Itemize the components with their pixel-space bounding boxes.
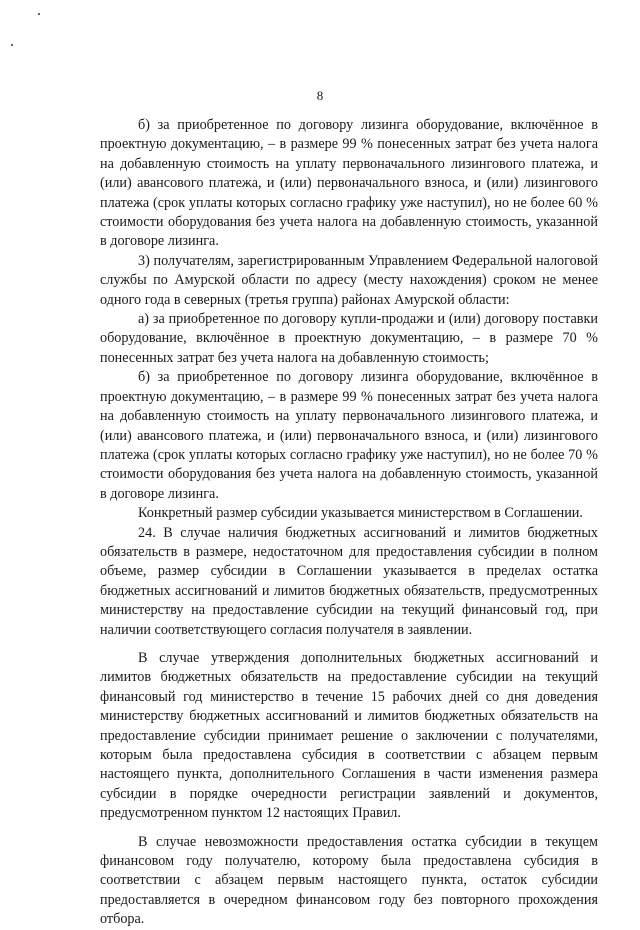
- paragraph-additional-allocations: В случае утверждения дополнительных бюджетных ассигнований и лимитов бюджетных обязательств на предоставление субсидии на текущий финансовый год министерство в течение 15 рабочих дней со дня доведения министерству бюджетных ассигнований и лимитов бюджетных обязательств на предоставление субсидии принимает решение о заключении с получателями, которым была предоставлена субсидия в соответствии с абзацем первым настоящего пункта, дополнительного Соглашения в части изменения размера субсидии в порядке очередности регистрации заявлений и документов, предусмотренном пунктом 12 настоящих Правил.: [100, 649, 598, 822]
- paragraph-purchase-a-70: а) за приобретенное по договору купли-продажи и (или) договору поставки оборудование, включённое в проектную документацию, – в размере 70 % понесенных затрат без учета налога на добавленную стоимость;: [100, 311, 598, 366]
- paragraph-leasing-b-60: б) за приобретенное по договору лизинга оборудование, включённое в проектную документацию, – в размере 99 % понесенных затрат без учета налога на добавленную стоимость на уплату первоначального лизингового платежа, и (или) авансового платежа, и (или) первоначального взноса, и (или) лизингового платежа (срок уплаты которых согласно графику уже наступил), но не более 60 % стоимости оборудования без учета налога на добавленную стоимость, указанной в договоре лизинга.: [100, 117, 598, 250]
- scan-speck: [38, 13, 40, 15]
- paragraph-subsidy-size: Конкретный размер субсидии указывается министерством в Соглашении.: [138, 505, 583, 522]
- paragraph-item-3-north: 3) получателям, зарегистрированным Управлением Федеральной налоговой службы по Амурской области по адресу (месту нахождения) сроком не менее одного года в северных (третья группа) районах Амурской области:: [100, 252, 598, 308]
- paragraph-item-24: 24. В случае наличия бюджетных ассигнований и лимитов бюджетных обязательств в размере, недостаточном для предоставления субсидии в полном объеме, размер субсидии в Соглашении указывается в пределах остатка бюджетных ассигнований и лимитов бюджетных обязательств, предусмотренных министерству на предоставление субсидии на текущий финансовый год, при наличии соответствующего согласия получателя в заявлении.: [100, 524, 598, 638]
- scan-speck: [11, 44, 13, 46]
- page-number: 8: [316, 88, 324, 103]
- document-body: [100, 116, 598, 930]
- paragraph-leasing-b-70: б) за приобретенное по договору лизинга оборудование, включённое в проектную документацию, – в размере 99 % понесенных затрат без учета налога на добавленную стоимость на уплату первоначального лизингового платежа, и (или) авансового платежа, и (или) первоначального взноса, и (или) лизингового платежа (срок уплаты которых согласно графику уже наступил), но не более 70 % стоимости оборудования без учета налога на добавленную стоимость, указанной в договоре лизинга.: [100, 369, 598, 502]
- paragraph-remainder-next-year: В случае невозможности предоставления остатка субсидии в текущем финансовом году получателю, которому была предоставлена субсидия в соответствии с абзацем первым настоящего пункта, остаток субсидии предоставляется в очередном финансовом году без повторного прохождения отбора.: [100, 833, 598, 928]
